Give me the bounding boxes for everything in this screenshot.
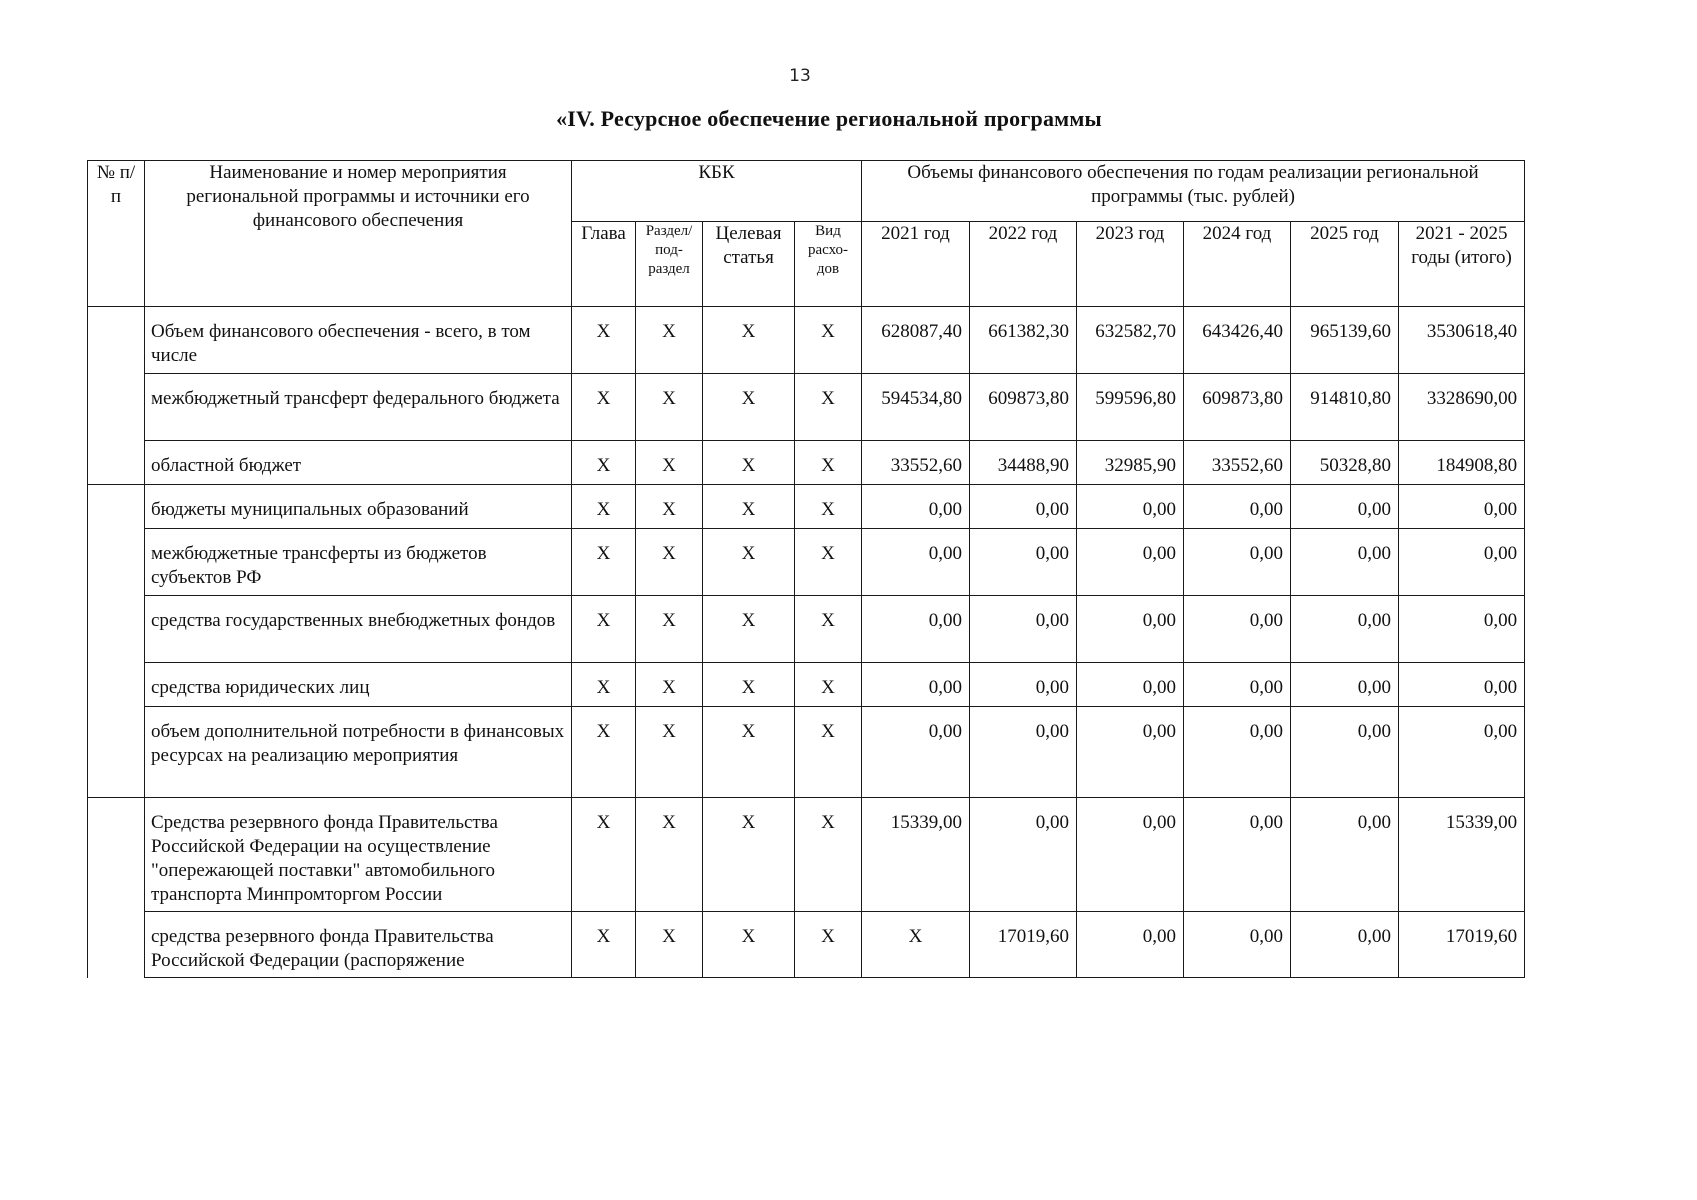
cell-tselevaya: X bbox=[703, 307, 795, 374]
cell-razdel: X bbox=[636, 441, 703, 485]
cell-2024: 0,00 bbox=[1184, 912, 1291, 978]
cell-2025: 0,00 bbox=[1291, 663, 1399, 707]
header-tselevaya: Целевая статья bbox=[703, 222, 795, 307]
header-2023: 2023 год bbox=[1077, 222, 1184, 307]
cell-tselevaya: X bbox=[703, 596, 795, 663]
cell-2021: 0,00 bbox=[862, 485, 970, 529]
cell-2024: 0,00 bbox=[1184, 707, 1291, 798]
cell-2025: 0,00 bbox=[1291, 912, 1399, 978]
cell-2023: 0,00 bbox=[1077, 798, 1184, 912]
cell-2024: 33552,60 bbox=[1184, 441, 1291, 485]
cell-vid: X bbox=[795, 374, 862, 441]
row-name: Средства резервного фонда Правительства Российской Федерации на осуществление "опережающей поставки" автомобильного транспорта Минпромторгом России bbox=[145, 798, 572, 912]
cell-2022: 0,00 bbox=[970, 485, 1077, 529]
cell-2023: 0,00 bbox=[1077, 529, 1184, 596]
cell-razdel: X bbox=[636, 798, 703, 912]
cell-razdel: X bbox=[636, 663, 703, 707]
cell-2021: 628087,40 bbox=[862, 307, 970, 374]
page-number: 13 bbox=[789, 66, 811, 86]
cell-tselevaya: X bbox=[703, 798, 795, 912]
cell-2023: 32985,90 bbox=[1077, 441, 1184, 485]
cell-razdel: X bbox=[636, 912, 703, 978]
cell-total: 0,00 bbox=[1399, 485, 1525, 529]
cell-2025: 0,00 bbox=[1291, 798, 1399, 912]
row-number-cell bbox=[88, 485, 145, 798]
cell-glava: X bbox=[572, 307, 636, 374]
cell-2021: 0,00 bbox=[862, 529, 970, 596]
row-name: объем дополнительной потребности в финансовых ресурсах на реализацию мероприятия bbox=[145, 707, 572, 798]
section-title: «IV. Ресурсное обеспечение региональной программы bbox=[556, 106, 1102, 131]
table-row bbox=[88, 529, 1525, 596]
row-name: средства резервного фонда Правительства Российской Федерации (распоряжение bbox=[145, 912, 572, 978]
cell-2021: X bbox=[862, 912, 970, 978]
table-row bbox=[88, 912, 1525, 978]
header-volumes: Объемы финансового обеспечения по годам реализации региональной программы (тыс. рублей) bbox=[862, 161, 1525, 222]
cell-vid: X bbox=[795, 798, 862, 912]
header-vid: Вид расхо-дов bbox=[795, 222, 862, 307]
cell-vid: X bbox=[795, 307, 862, 374]
cell-2025: 0,00 bbox=[1291, 707, 1399, 798]
cell-2024: 0,00 bbox=[1184, 596, 1291, 663]
cell-vid: X bbox=[795, 485, 862, 529]
cell-razdel: X bbox=[636, 596, 703, 663]
header-row-top bbox=[88, 161, 1525, 222]
header-name: Наименование и номер мероприятия региональной программы и источники его финансового обеспечения bbox=[145, 161, 572, 307]
cell-tselevaya: X bbox=[703, 529, 795, 596]
cell-2025: 914810,80 bbox=[1291, 374, 1399, 441]
cell-glava: X bbox=[572, 707, 636, 798]
cell-tselevaya: X bbox=[703, 663, 795, 707]
header-2025: 2025 год bbox=[1291, 222, 1399, 307]
cell-2021: 0,00 bbox=[862, 596, 970, 663]
cell-vid: X bbox=[795, 663, 862, 707]
cell-2023: 0,00 bbox=[1077, 485, 1184, 529]
cell-2023: 0,00 bbox=[1077, 912, 1184, 978]
cell-total: 0,00 bbox=[1399, 596, 1525, 663]
cell-2021: 594534,80 bbox=[862, 374, 970, 441]
row-name: бюджеты муниципальных образований bbox=[145, 485, 572, 529]
row-name: средства юридических лиц bbox=[145, 663, 572, 707]
table-row bbox=[88, 441, 1525, 485]
row-name: межбюджетные трансферты из бюджетов субъектов РФ bbox=[145, 529, 572, 596]
cell-total: 3328690,00 bbox=[1399, 374, 1525, 441]
cell-2021: 0,00 bbox=[862, 663, 970, 707]
cell-2022: 0,00 bbox=[970, 798, 1077, 912]
row-name: межбюджетный трансферт федерального бюджета bbox=[145, 374, 572, 441]
cell-2024: 643426,40 bbox=[1184, 307, 1291, 374]
row-number-cell bbox=[88, 798, 145, 978]
cell-2023: 0,00 bbox=[1077, 707, 1184, 798]
cell-glava: X bbox=[572, 485, 636, 529]
cell-2022: 609873,80 bbox=[970, 374, 1077, 441]
cell-razdel: X bbox=[636, 707, 703, 798]
cell-glava: X bbox=[572, 912, 636, 978]
cell-glava: X bbox=[572, 529, 636, 596]
cell-vid: X bbox=[795, 596, 862, 663]
cell-total: 0,00 bbox=[1399, 529, 1525, 596]
cell-total: 0,00 bbox=[1399, 707, 1525, 798]
cell-2023: 0,00 bbox=[1077, 596, 1184, 663]
cell-2023: 0,00 bbox=[1077, 663, 1184, 707]
cell-glava: X bbox=[572, 798, 636, 912]
cell-glava: X bbox=[572, 374, 636, 441]
header-2022: 2022 год bbox=[970, 222, 1077, 307]
header-num: № п/п bbox=[88, 161, 145, 307]
header-total: 2021 - 2025 годы (итого) bbox=[1399, 222, 1525, 307]
resource-table bbox=[87, 160, 1525, 978]
cell-total: 3530618,40 bbox=[1399, 307, 1525, 374]
cell-2024: 0,00 bbox=[1184, 529, 1291, 596]
cell-2021: 15339,00 bbox=[862, 798, 970, 912]
row-number-cell bbox=[88, 307, 145, 485]
cell-2022: 34488,90 bbox=[970, 441, 1077, 485]
table-row bbox=[88, 663, 1525, 707]
header-2021: 2021 год bbox=[862, 222, 970, 307]
table-row bbox=[88, 307, 1525, 374]
cell-glava: X bbox=[572, 596, 636, 663]
cell-2025: 0,00 bbox=[1291, 485, 1399, 529]
cell-2025: 965139,60 bbox=[1291, 307, 1399, 374]
cell-2022: 0,00 bbox=[970, 529, 1077, 596]
cell-2022: 0,00 bbox=[970, 596, 1077, 663]
header-glava: Глава bbox=[572, 222, 636, 307]
header-kbk: КБК bbox=[572, 161, 862, 222]
row-name: областной бюджет bbox=[145, 441, 572, 485]
cell-total: 17019,60 bbox=[1399, 912, 1525, 978]
row-name: средства государственных внебюджетных фондов bbox=[145, 596, 572, 663]
cell-total: 184908,80 bbox=[1399, 441, 1525, 485]
cell-2022: 17019,60 bbox=[970, 912, 1077, 978]
cell-2024: 0,00 bbox=[1184, 485, 1291, 529]
cell-vid: X bbox=[795, 912, 862, 978]
cell-2024: 0,00 bbox=[1184, 663, 1291, 707]
table-row bbox=[88, 798, 1525, 912]
cell-2022: 0,00 bbox=[970, 707, 1077, 798]
table-row bbox=[88, 485, 1525, 529]
cell-total: 15339,00 bbox=[1399, 798, 1525, 912]
cell-tselevaya: X bbox=[703, 707, 795, 798]
cell-vid: X bbox=[795, 707, 862, 798]
cell-2021: 33552,60 bbox=[862, 441, 970, 485]
cell-tselevaya: X bbox=[703, 912, 795, 978]
header-razdel: Раздел/ под-раздел bbox=[636, 222, 703, 307]
cell-razdel: X bbox=[636, 529, 703, 596]
table-row bbox=[88, 707, 1525, 798]
table-row bbox=[88, 374, 1525, 441]
cell-vid: X bbox=[795, 441, 862, 485]
cell-tselevaya: X bbox=[703, 441, 795, 485]
cell-vid: X bbox=[795, 529, 862, 596]
cell-2025: 0,00 bbox=[1291, 529, 1399, 596]
cell-glava: X bbox=[572, 663, 636, 707]
cell-razdel: X bbox=[636, 307, 703, 374]
cell-2022: 661382,30 bbox=[970, 307, 1077, 374]
cell-2023: 632582,70 bbox=[1077, 307, 1184, 374]
cell-razdel: X bbox=[636, 485, 703, 529]
cell-2025: 50328,80 bbox=[1291, 441, 1399, 485]
header-2024: 2024 год bbox=[1184, 222, 1291, 307]
cell-2024: 609873,80 bbox=[1184, 374, 1291, 441]
row-name: Объем финансового обеспечения - всего, в том числе bbox=[145, 307, 572, 374]
cell-2022: 0,00 bbox=[970, 663, 1077, 707]
cell-2024: 0,00 bbox=[1184, 798, 1291, 912]
table-row bbox=[88, 596, 1525, 663]
cell-tselevaya: X bbox=[703, 485, 795, 529]
cell-total: 0,00 bbox=[1399, 663, 1525, 707]
cell-tselevaya: X bbox=[703, 374, 795, 441]
cell-razdel: X bbox=[636, 374, 703, 441]
cell-glava: X bbox=[572, 441, 636, 485]
cell-2025: 0,00 bbox=[1291, 596, 1399, 663]
cell-2023: 599596,80 bbox=[1077, 374, 1184, 441]
cell-2021: 0,00 bbox=[862, 707, 970, 798]
